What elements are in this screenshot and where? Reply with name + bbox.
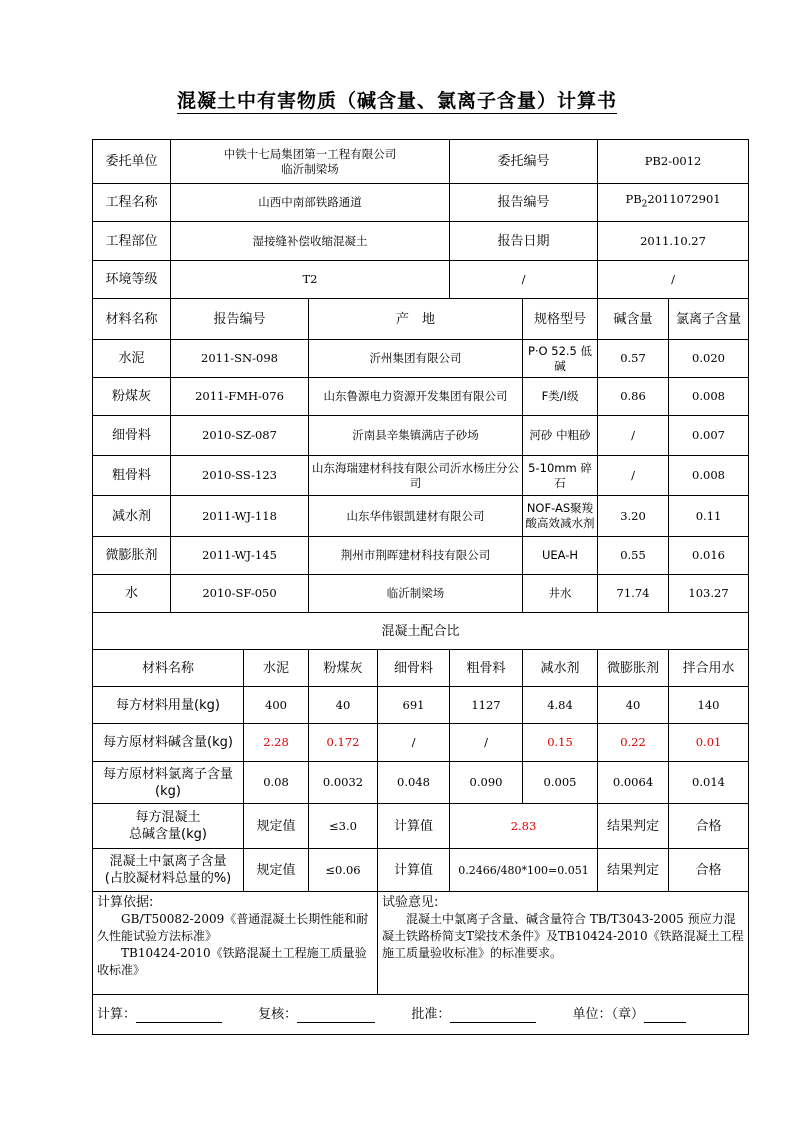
- calc-signature-line: [136, 1008, 222, 1023]
- material-origin: 山东鲁源电力资源开发集团有限公司: [309, 378, 523, 416]
- alkali-cell: 2.28: [244, 724, 309, 762]
- approve-signature: [411, 1006, 536, 1023]
- material-chloride: 0.008: [669, 456, 749, 496]
- alkali-cell: /: [450, 724, 523, 762]
- mix-header-name: 材料名称: [93, 650, 244, 687]
- material-chloride: 0.020: [669, 340, 749, 378]
- material-spec: 河砂 中粗砂: [523, 416, 598, 456]
- report-no-sub: 2: [641, 199, 648, 210]
- material-report: 2010-SF-050: [171, 575, 309, 613]
- client-value: [171, 140, 450, 184]
- report-date-value: 2011.10.27: [598, 222, 749, 261]
- alkali-label: 每方原材料碱含量(kg): [93, 724, 244, 762]
- title-text: 混凝土中有害物质（碱含量、氯离子含量）计算书: [176, 90, 617, 112]
- signature-row: [93, 995, 749, 1035]
- material-row: [93, 378, 749, 416]
- total-alkali-spec-label: 规定值: [244, 804, 309, 849]
- approve-signature-line: [450, 1008, 536, 1023]
- env-slash-1: /: [450, 261, 598, 299]
- total-alkali-spec: ≤3.0: [309, 804, 378, 849]
- total-alkali-calc: 2.83: [450, 804, 598, 849]
- chloride-row: [93, 762, 749, 804]
- material-name: 水泥: [93, 340, 171, 378]
- part-label: 工程部位: [93, 222, 171, 261]
- material-origin: 山东华伟银凯建材有限公司: [309, 496, 523, 537]
- chloride-calc-label: 计算值: [378, 849, 450, 892]
- total-alkali-calc-label: 计算值: [378, 804, 450, 849]
- material-report: 2010-SZ-087: [171, 416, 309, 456]
- material-report: 2011-SN-098: [171, 340, 309, 378]
- material-name: 粗骨料: [93, 456, 171, 496]
- usage-cell: 691: [378, 687, 450, 724]
- commission-no-label: 委托编号: [450, 140, 598, 184]
- material-alkali: 0.55: [598, 537, 669, 575]
- total-alkali-judge-label: 结果判定: [598, 804, 669, 849]
- report-date-label: 报告日期: [450, 222, 598, 261]
- alkali-cell: 0.01: [669, 724, 749, 762]
- review-signature-label: 复核：: [258, 1007, 298, 1022]
- material-alkali: 0.86: [598, 378, 669, 416]
- chloride-result-label-1: 混凝土中氯离子含量: [109, 854, 227, 869]
- report-no-prefix: PB: [625, 192, 642, 207]
- env-slash-2: /: [598, 261, 749, 299]
- mat-header-alkali: 碱含量: [598, 299, 669, 340]
- material-chloride: 103.27: [669, 575, 749, 613]
- chloride-cell: 0.08: [244, 762, 309, 804]
- chloride-result-label: [93, 849, 244, 892]
- total-alkali-label: [93, 804, 244, 849]
- chloride-calc: 0.2466/480*100=0.051: [450, 849, 598, 892]
- alkali-cell: 0.22: [598, 724, 669, 762]
- material-report: 2010-SS-123: [171, 456, 309, 496]
- report-table: [92, 139, 749, 1035]
- chloride-result-label-2: (占胶凝材料总量的%): [104, 871, 232, 886]
- client-line1: 中铁十七局集团第一工程有限公司: [223, 146, 397, 161]
- chloride-cell: 0.0032: [309, 762, 378, 804]
- material-row: [93, 496, 749, 537]
- mix-header-coarse: 粗骨料: [450, 650, 523, 687]
- material-name: 减水剂: [93, 496, 171, 537]
- calc-basis-line1: GB/T50082-2009《普通混凝土长期性能和耐久性能试验方法标准》: [97, 912, 369, 943]
- mix-header-water: 拌合用水: [669, 650, 749, 687]
- test-opinion-label: 试验意见:: [382, 895, 439, 910]
- usage-label: 每方材料用量(kg): [93, 687, 244, 724]
- mat-header-report: 报告编号: [171, 299, 309, 340]
- material-spec: NOF-AS聚羧酸高效减水剂: [523, 496, 598, 537]
- material-chloride: 0.11: [669, 496, 749, 537]
- usage-cell: 140: [669, 687, 749, 724]
- material-row: [93, 340, 749, 378]
- unit-seal-label: 单位：（章）: [572, 1007, 644, 1022]
- total-alkali-row: [93, 804, 749, 849]
- chloride-cell: 0.014: [669, 762, 749, 804]
- env-label: 环境等级: [93, 261, 171, 299]
- mix-header-fine: 细骨料: [378, 650, 450, 687]
- mix-header-reducer: 减水剂: [523, 650, 598, 687]
- calc-basis-label: 计算依据:: [97, 895, 154, 910]
- alkali-cell: 0.15: [523, 724, 598, 762]
- material-origin: 沂州集团有限公司: [309, 340, 523, 378]
- material-report: 2011-WJ-145: [171, 537, 309, 575]
- chloride-cell: 0.048: [378, 762, 450, 804]
- calc-signature-label: 计算：: [97, 1007, 137, 1022]
- unit-seal-line: [644, 1008, 686, 1023]
- total-alkali-judge: 合格: [669, 804, 749, 849]
- chloride-label: 每方原材料氯离子含量(kg): [93, 762, 244, 804]
- alkali-cell: /: [378, 724, 450, 762]
- report-no-rest: 2011072901: [647, 192, 721, 207]
- material-alkali: /: [598, 416, 669, 456]
- mat-header-spec: 规格型号: [523, 299, 598, 340]
- chloride-spec-label: 规定值: [244, 849, 309, 892]
- calc-basis-line2: TB10424-2010《铁路混凝土工程施工质量验收标准》: [97, 946, 367, 977]
- chloride-cell: 0.0064: [598, 762, 669, 804]
- approve-signature-label: 批准：: [411, 1007, 451, 1022]
- mat-header-name: 材料名称: [93, 299, 171, 340]
- material-spec: P·O 52.5 低碱: [523, 340, 598, 378]
- material-origin: 临沂制梁场: [309, 575, 523, 613]
- project-value: 山西中南部铁路通道: [171, 184, 450, 222]
- alkali-cell: 0.172: [309, 724, 378, 762]
- material-row: [93, 416, 749, 456]
- material-spec: 井水: [523, 575, 598, 613]
- unit-seal: [572, 1006, 686, 1023]
- review-signature: [258, 1006, 375, 1023]
- mix-header-expansive: 微膨胀剂: [598, 650, 669, 687]
- material-chloride: 0.007: [669, 416, 749, 456]
- material-report: 2011-FMH-076: [171, 378, 309, 416]
- material-alkali: 71.74: [598, 575, 669, 613]
- material-name: 微膨胀剂: [93, 537, 171, 575]
- page-title: [0, 86, 794, 113]
- chloride-spec: ≤0.06: [309, 849, 378, 892]
- chloride-cell: 0.090: [450, 762, 523, 804]
- material-row: [93, 456, 749, 496]
- chloride-cell: 0.005: [523, 762, 598, 804]
- material-alkali: /: [598, 456, 669, 496]
- material-alkali: 0.57: [598, 340, 669, 378]
- env-value: T2: [171, 261, 450, 299]
- material-name: 细骨料: [93, 416, 171, 456]
- client-label: 委托单位: [93, 140, 171, 184]
- material-report: 2011-WJ-118: [171, 496, 309, 537]
- material-spec: 5-10mm 碎石: [523, 456, 598, 496]
- commission-no-value: PB2-0012: [598, 140, 749, 184]
- material-row: [93, 575, 749, 613]
- mat-header-origin: 产 地: [309, 299, 523, 340]
- chloride-result-row: [93, 849, 749, 892]
- alkali-row: [93, 724, 749, 762]
- material-chloride: 0.016: [669, 537, 749, 575]
- part-value: 湿接缝补偿收缩混凝土: [171, 222, 450, 261]
- material-name: 水: [93, 575, 171, 613]
- review-signature-line: [297, 1008, 375, 1023]
- usage-cell: 40: [309, 687, 378, 724]
- material-row: [93, 537, 749, 575]
- material-alkali: 3.20: [598, 496, 669, 537]
- chloride-judge: 合格: [669, 849, 749, 892]
- usage-cell: 400: [244, 687, 309, 724]
- report-no-value: [598, 184, 749, 222]
- client-line2: 临沂制梁场: [281, 161, 339, 176]
- usage-cell: 1127: [450, 687, 523, 724]
- calc-signature: [97, 1006, 222, 1023]
- material-name: 粉煤灰: [93, 378, 171, 416]
- material-spec: F类/Ⅰ级: [523, 378, 598, 416]
- project-label: 工程名称: [93, 184, 171, 222]
- report-no-label: 报告编号: [450, 184, 598, 222]
- test-opinion: [378, 892, 749, 995]
- mat-header-chloride: 氯离子含量: [669, 299, 749, 340]
- chloride-judge-label: 结果判定: [598, 849, 669, 892]
- material-chloride: 0.008: [669, 378, 749, 416]
- calc-basis: [93, 892, 378, 995]
- material-origin: 沂南县辛集镇满店子砂场: [309, 416, 523, 456]
- usage-row: [93, 687, 749, 724]
- total-alkali-label-1: 每方混凝土: [135, 810, 201, 825]
- usage-cell: 40: [598, 687, 669, 724]
- material-origin: 山东海瑞建材科技有限公司沂水杨庄分公司: [309, 456, 523, 496]
- mix-header-cement: 水泥: [244, 650, 309, 687]
- material-spec: UEA-H: [523, 537, 598, 575]
- mix-header-flyash: 粉煤灰: [309, 650, 378, 687]
- total-alkali-label-2: 总碱含量(kg): [129, 827, 207, 842]
- mix-section-title: 混凝土配合比: [93, 613, 749, 650]
- test-opinion-text: 混凝土中氯离子含量、碱含量符合 TB/T3043-2005 预应力混凝土铁路桥简支T梁技术条件》及TB10424-2010《铁路混凝土工程施工质量验收标准》的标准要求。: [382, 912, 744, 960]
- material-origin: 荆州市荆晖建材科技有限公司: [309, 537, 523, 575]
- usage-cell: 4.84: [523, 687, 598, 724]
